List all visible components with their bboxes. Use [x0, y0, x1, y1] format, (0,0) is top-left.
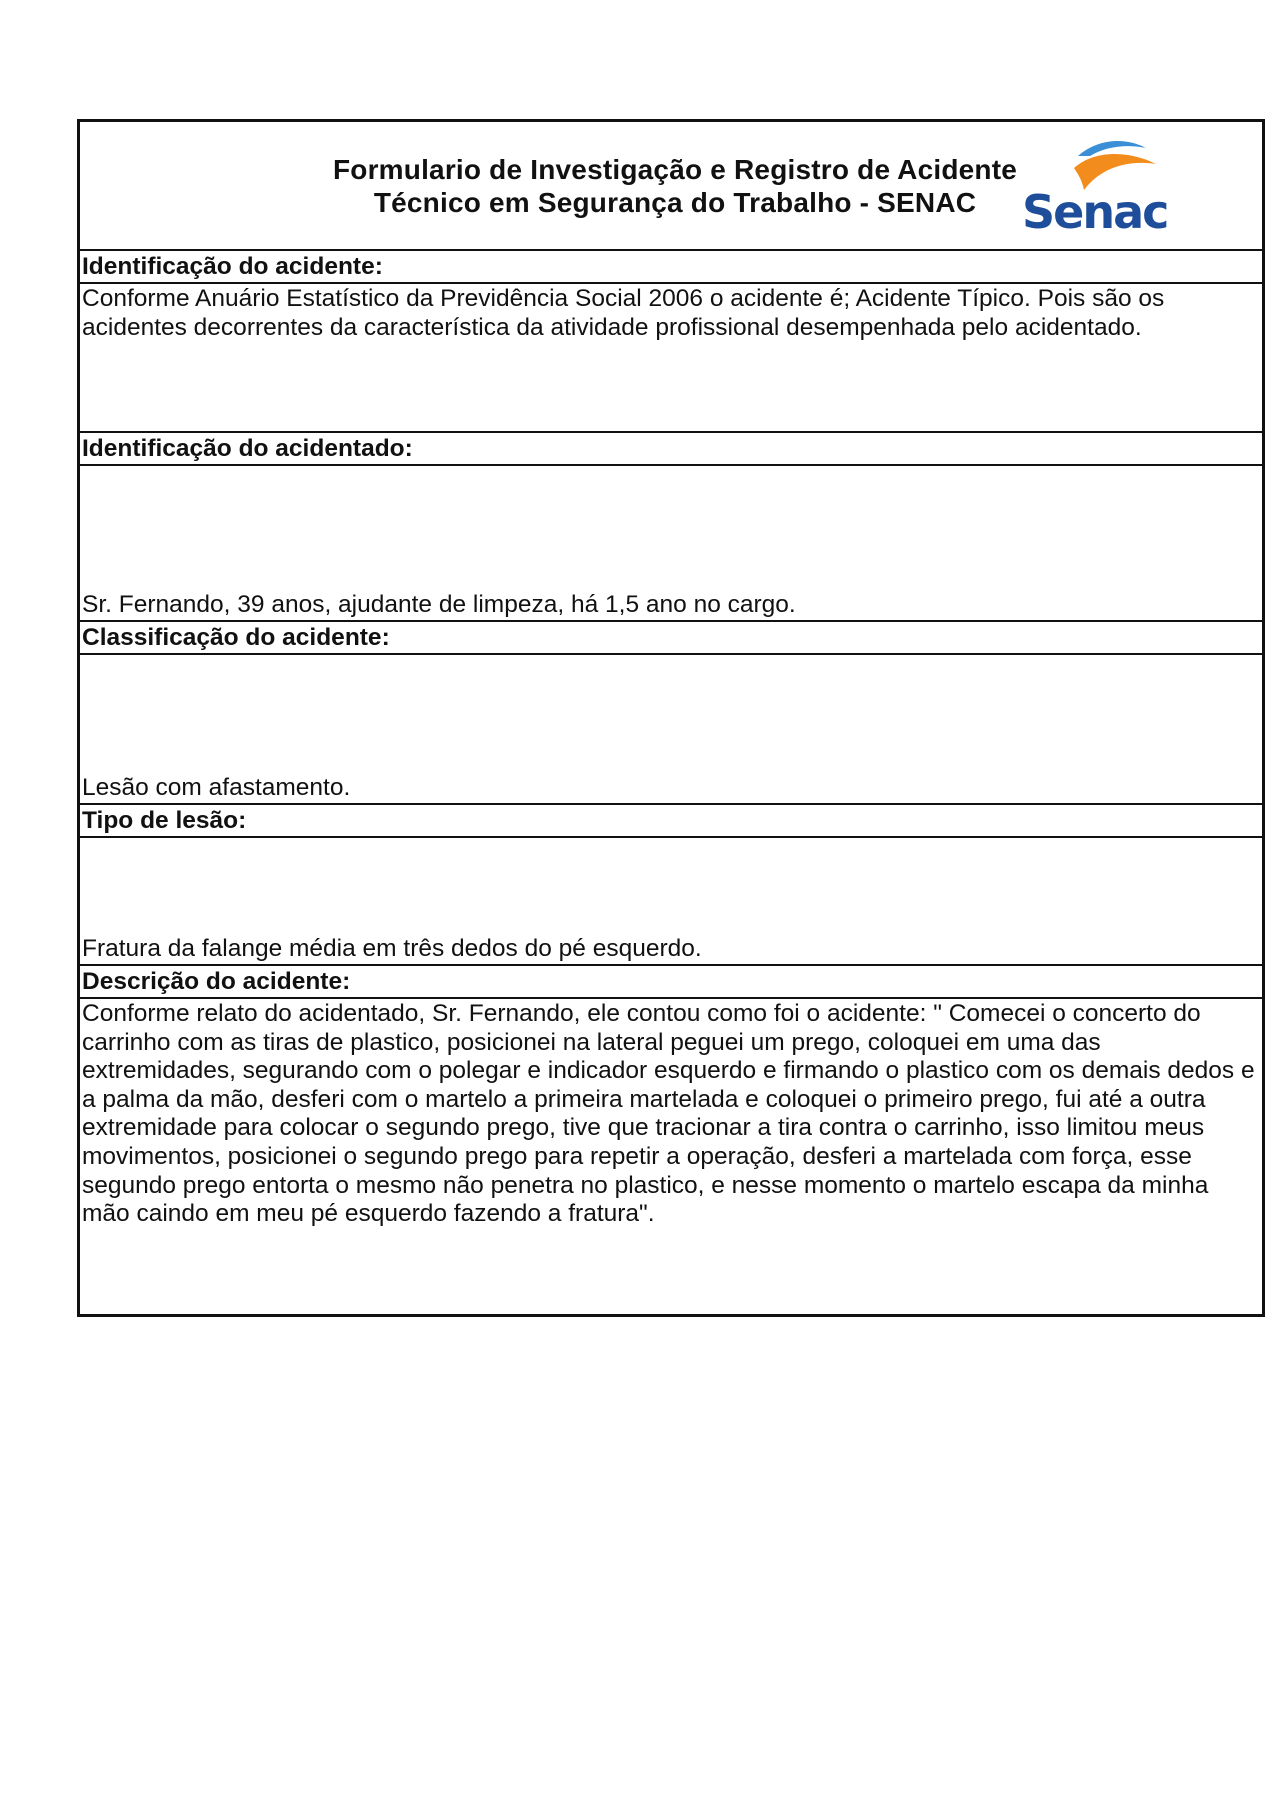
accident-form	[77, 119, 1265, 1317]
section-label-tipo-lesao: Tipo de lesão:	[80, 805, 1262, 838]
section-text-tipo-lesao	[80, 838, 1262, 966]
section-label-classificacao: Classificação do acidente:	[80, 622, 1262, 655]
classificacao-text: Lesão com afastamento.	[82, 774, 351, 802]
section-label-identificacao-acidente: Identificação do acidente:	[80, 251, 1262, 284]
title-line-2: Técnico em Segurança do Trabalho - SENAC	[373, 187, 977, 218]
logo-swoosh-blue	[1078, 141, 1146, 156]
descricao-text: Conforme relato do acidentado, Sr. Fernando, ele contou como foi o acidente: " Comecei o concerto do carrinho com as tiras de plastico, posicionei na lateral peguei um prego, coloquei em uma das extremidades, segurando com o polegar e indicador esquerdo e firmando o plastico com os demais dedos e a palma da mão, desferi com o martelo a primeira martelada e coloquei o primeiro prego, fui até a outra extremidade para colocar o segundo prego, tive que tracionar a tira contra o carrinho, isso limitou meus movimentos, posicionei o segundo prego para repetir a operação, desferi a martelada com força, esse segundo prego entorta o mesmo não penetra no plastico, e nesse momento o martelo escapa da minha mão caindo em meu pé esquerdo fazendo a fratura".	[82, 1000, 1255, 1228]
section-label-identificacao-acidentado: Identificação do acidentado:	[80, 433, 1262, 466]
identificacao-acidentado-text: Sr. Fernando, 39 anos, ajudante de limpeza, há 1,5 ano no cargo.	[82, 591, 796, 619]
section-text-identificacao-acidentado	[80, 466, 1262, 622]
senac-logo	[1018, 132, 1178, 237]
title-line-1: Formulario de Investigação e Registro de Acidente	[332, 154, 1018, 185]
section-text-descricao	[80, 999, 1262, 1314]
logo-wordmark: Senac	[1022, 185, 1168, 237]
tipo-lesao-text: Fratura da falange média em três dedos do pé esquerdo.	[82, 935, 702, 963]
section-text-classificacao	[80, 655, 1262, 805]
identificacao-acidente-text: Conforme Anuário Estatístico da Previdência Social 2006 o acidente é; Acidente Típico. Pois são os acidentes decorrentes da característica da atividade profissional desempenhada pelo acidentado.	[82, 285, 1165, 341]
section-label-descricao: Descrição do acidente:	[80, 966, 1262, 999]
form-header	[80, 122, 1262, 251]
section-text-identificacao-acidente	[80, 284, 1262, 433]
